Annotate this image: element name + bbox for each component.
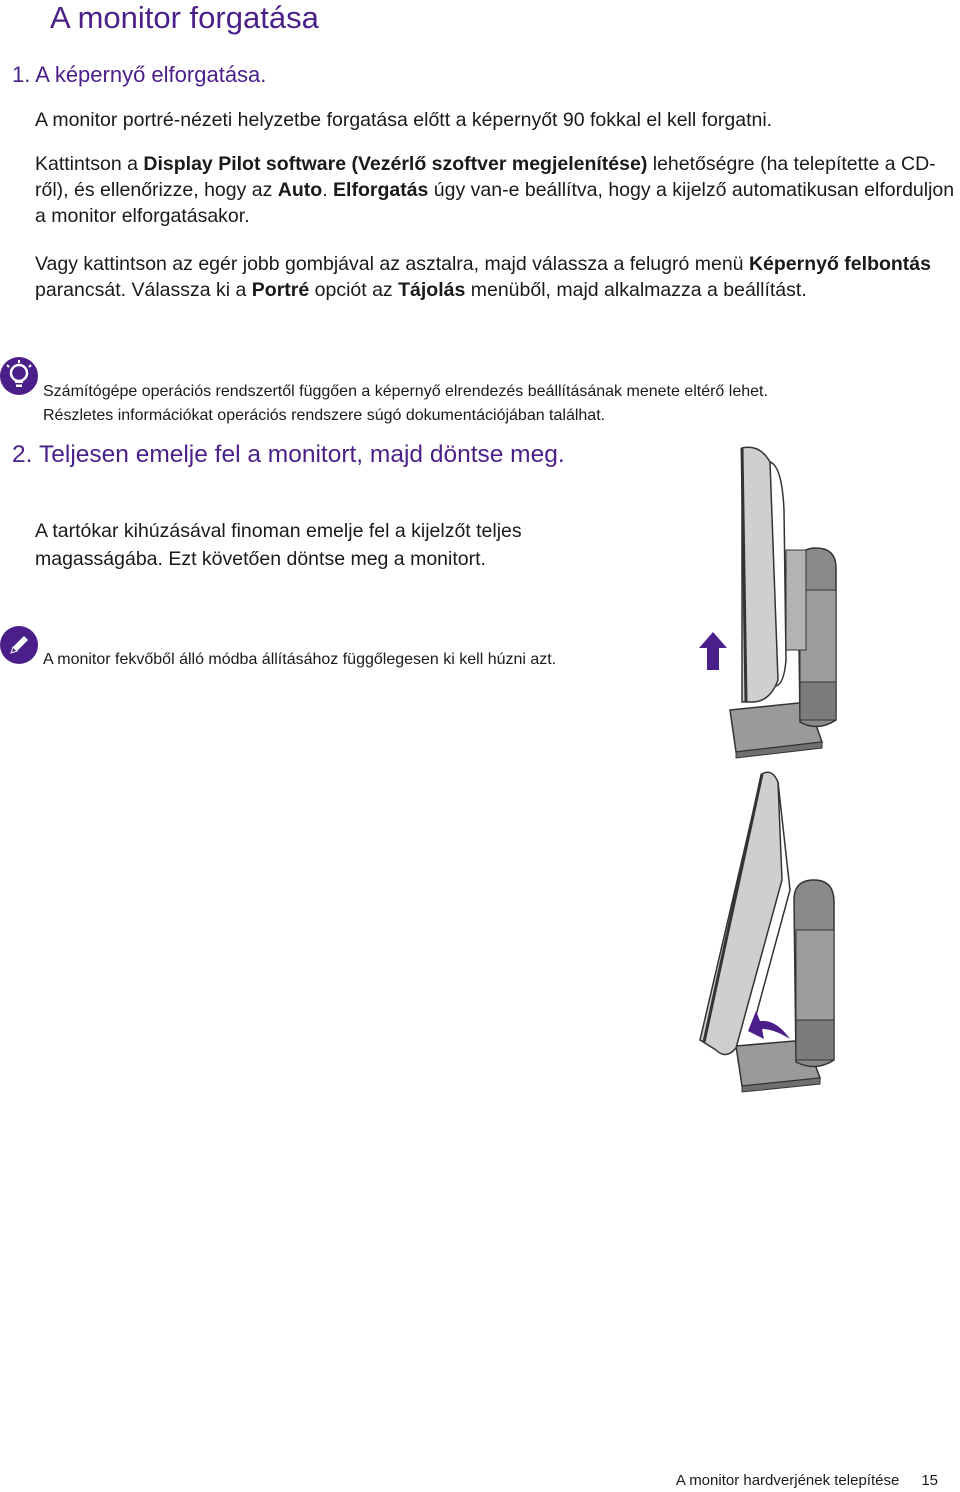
step-2-number: 2. (12, 441, 33, 468)
footer-section: A monitor hardverjének telepítése (675, 1472, 900, 1489)
tip-line-2: Részletes információkat operációs rendszere súgó dokumentációjában találhat. (43, 407, 606, 424)
step-1-paragraph-2: Kattintson a Display Pilot software (Vezérlő szoftver megjelenítése) lehetőségre (ha telepítette a CD-ről), és ellenőrizze, hogy az Auto. Elforgatás úgy van-e beállítva, hogy a kijelző automatikusan elforduljon a monitor elforgatásakor. (35, 153, 955, 227)
tip-line-1: Számítógépe operációs rendszertől függően a képernyő elrendezés beállításának menete eltérő lehet. (43, 383, 768, 400)
tip-text (43, 380, 768, 428)
step-2-heading (12, 438, 572, 471)
step-1-paragraph-3: Vagy kattintson az egér jobb gombjával az asztalra, majd válassza a felugró menü Képernyő felbontás parancsát. Válassza ki a Portré opciót az Tájolás menüből, majd alkalmazza a beállítást. (35, 253, 931, 301)
page-footer (676, 1472, 938, 1489)
step-2-body: A tartókar kihúzásával finoman emelje fel a kijelzőt teljes magasságába. Ezt követően döntse meg a monitort. (35, 520, 522, 570)
monitor-tilt-illustration (690, 760, 860, 1100)
page-title: A monitor forgatása (50, 0, 319, 35)
lightbulb-icon (0, 357, 38, 395)
pencil-icon (0, 626, 38, 664)
step-1-paragraph-1: A monitor portré-nézeti helyzetbe forgatása előtt a képernyőt 90 fokkal el kell forgatni. (35, 109, 773, 131)
arrow-up-icon (697, 630, 729, 672)
step-2-heading-text: Teljesen emelje fel a monitort, majd döntse meg. (39, 441, 565, 468)
page-number: 15 (921, 1472, 938, 1489)
curved-arrow-icon (744, 1005, 792, 1045)
note-text: A monitor fekvőből álló módba állításához függőlegesen ki kell húzni azt. (43, 651, 557, 668)
monitor-raise-illustration (690, 440, 860, 760)
monitor-panel (742, 447, 778, 702)
step-1-heading: 1. A képernyő elforgatása. (12, 62, 267, 87)
